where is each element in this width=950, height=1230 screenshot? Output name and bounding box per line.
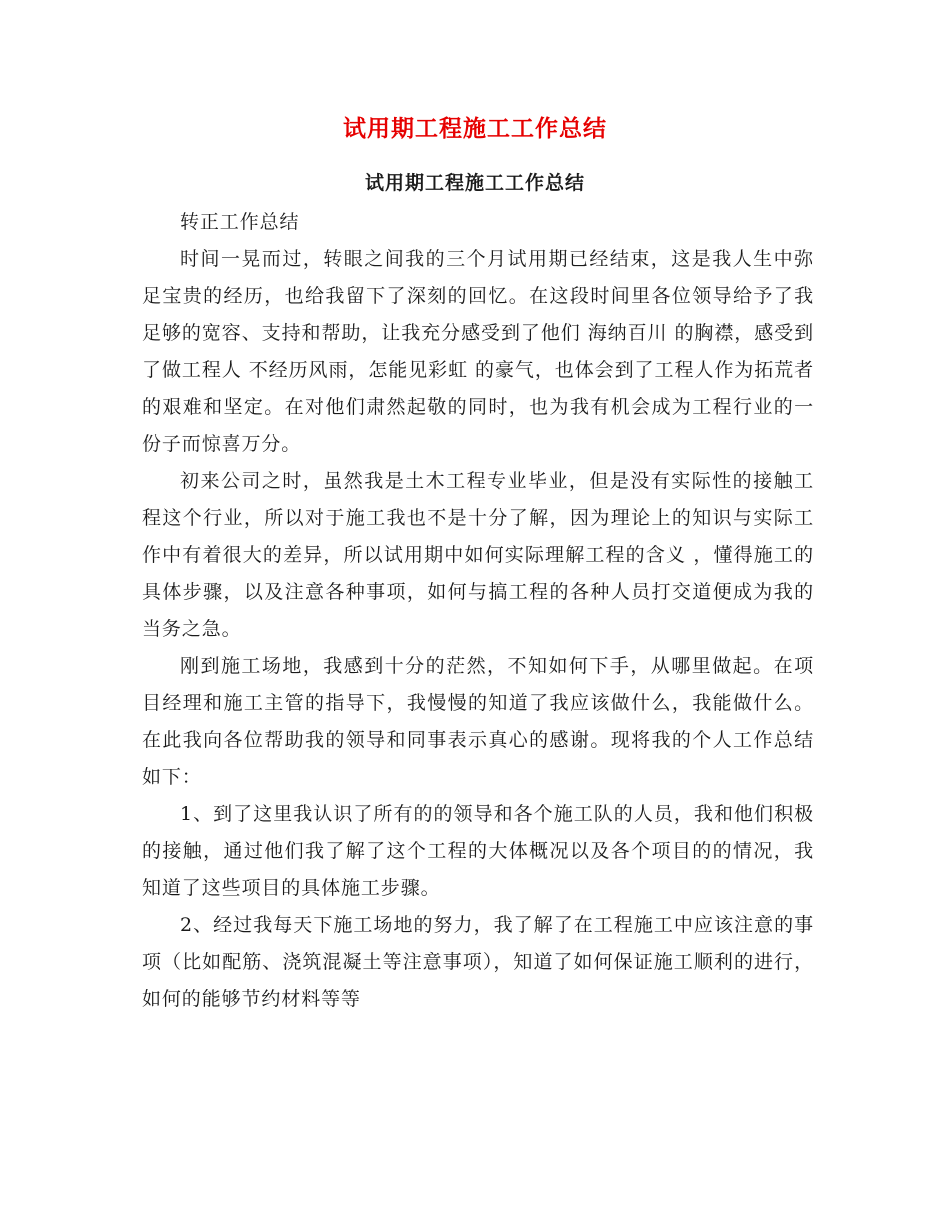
paragraph-section-heading: 转正工作总结 <box>180 211 300 233</box>
paragraph-background: 初来公司之时，虽然我是土木工程专业毕业，但是没有实际性的接触工程这个行业，所以对于施工我也不是十分了解，因为理论上的知识与实际工作中有着很大的差异，所以试用期中如何实际理解工程的含义 ，懂得施工的具体步骤，以及注意各种事项，如何与搞工程的各种人员打交道便成为我的当务之急。 <box>142 470 814 640</box>
document-title: 试用期工程施工工作总结 <box>343 116 607 142</box>
paragraph-intro: 时间一晃而过，转眼之间我的三个月试用期已经结束，这是我人生中弥足宝贵的经历，也给我留下了深刻的回忆。在这段时间里各位领导给予了我足够的宽容、支持和帮助，让我充分感受到了他们 海纳百川 的胸襟，感受到了做工程人 不经历风雨，怎能见彩虹 的豪气，也体会到了工程人作为拓荒者的艰难和坚定。在对他们肃然起敬的同时，也为我有机会成为工程行业的一份子而惊喜万分。 <box>142 248 814 455</box>
document-body <box>142 204 814 1018</box>
paragraph-item-1: 1、到了这里我认识了所有的的领导和各个施工队的人员，我和他们积极的接触，通过他们我了解了这个工程的大体概况以及各个项目的的情况，我知道了这些项目的具体施工步骤。 <box>142 803 814 899</box>
paragraph-arrival: 刚到施工场地，我感到十分的茫然，不知如何下手，从哪里做起。在项目经理和施工主管的指导下，我慢慢的知道了我应该做什么，我能做什么。在此我向各位帮助我的领导和同事表示真心的感谢。现将我的个人工作总结如下： <box>142 655 814 788</box>
document-subtitle: 试用期工程施工工作总结 <box>364 172 585 194</box>
paragraph-item-2: 2、经过我每天下施工场地的努力，我了解了在工程施工中应该注意的事项（比如配筋、浇筑混凝土等注意事项），知道了如何保证施工顺利的进行，如何的能够节约材料等等 <box>142 914 814 1010</box>
